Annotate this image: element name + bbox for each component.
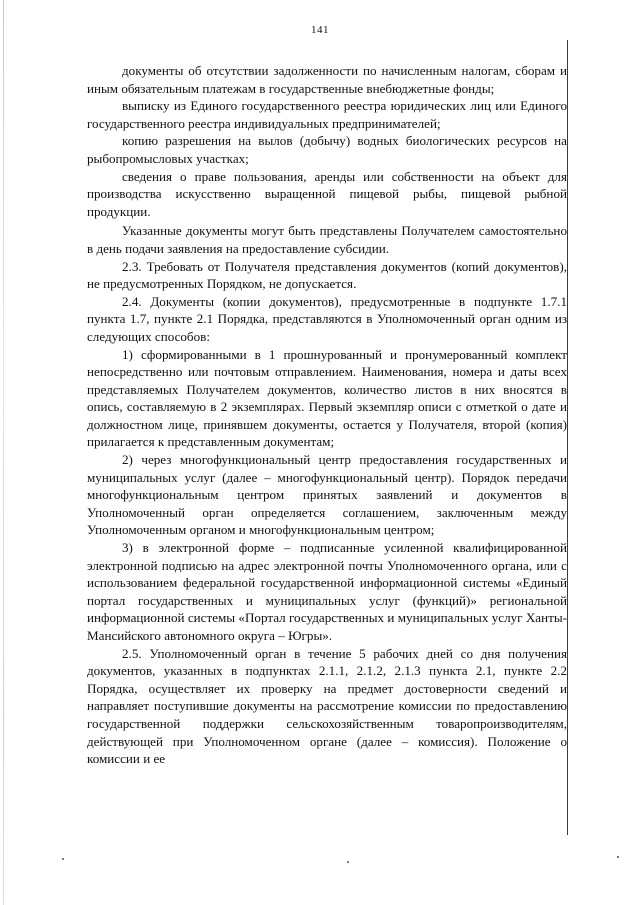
paragraph: сведения о праве пользования, аренды или собственности на объект для производства искусственно выращенной пищевой рыбы, пищевой рыбной продукции. [87, 168, 567, 219]
paragraph: копию разрешения на вылов (добычу) водных биологических ресурсов на рыбопромысловых участках; [87, 133, 567, 166]
paragraph: 2) через многофункциональный центр предоставления государственных и муниципальных услуг (далее – многофункциональный центр). Порядок передачи многофункциональным центром принятых заявлений и документов в Уполномоченный орган определяется соглашением, заключенным между Уполномоченным органом и многофункциональным центром; [87, 452, 567, 538]
scan-speck [347, 861, 349, 863]
paragraph: Указанные документы могут быть представлены Получателем самостоятельно в день подачи заявления на предоставление субсидии. [87, 223, 567, 256]
scan-speck [62, 858, 64, 860]
body-text [87, 62, 567, 768]
paragraph: 2.4. Документы (копии документов), предусмотренные в подпункте 1.7.1 пункта 1.7, пункте 2.1 Порядка, представляются в Уполномоченный орган одним из следующих способов: [87, 293, 567, 344]
right-margin-line [567, 40, 568, 835]
paragraph: документы об отсутствии задолженности по начисленным налогам, сборам и иным обязательным платежам в государственные внебюджетные фонды; [87, 63, 567, 96]
scan-speck [617, 856, 619, 858]
page-number: 141 [311, 24, 329, 36]
paragraph: 1) сформированными в 1 прошнурованный и пронумерованный комплект непосредственно или почтовым отправлением. Наименования, номера и даты всех представляемых Получателем документов, количество листов в них вносятся в опись, составляемую в 2 экземплярах. Первый экземпляр описи с отметкой о дате и должностном лице, принявшем документы, остается у Получателя, второй (копия) прилагается к представленным документам; [87, 346, 567, 450]
paragraph: 2.3. Требовать от Получателя представления документов (копий документов), не предусмотренных Порядком, не допускается. [87, 258, 567, 292]
paragraph: 3) в электронной форме – подписанные усиленной квалифицированной электронной подписью на адрес электронной почты Уполномоченного органа, или с использованием федеральной государственной информационной системы «Единый портал государственных и муниципальных услуг (функций)» региональной информационной системы «Портал государственных и муниципальных услуг Ханты-Мансийского автономного округа – Югры». [87, 540, 567, 643]
paragraph: 2.5. Уполномоченный орган в течение 5 рабочих дней со дня получения документов, указанных в подпунктах 2.1.1, 2.1.2, 2.1.3 пункта 2.1, пункте 2.2 Порядка, осуществляет их проверку на предмет достоверности сведений и направляет поступившие документы на рассмотрение комиссии по предоставлению государственной поддержки сельскохозяйственным товаропроизводителям, действующей при Уполномоченном органе (далее – комиссия). Положение о комиссии и ее [87, 645, 567, 767]
scan-left-edge [3, 0, 4, 905]
paragraph: выписку из Единого государственного реестра юридических лиц или Единого государственного реестра индивидуальных предпринимателей; [87, 98, 567, 131]
